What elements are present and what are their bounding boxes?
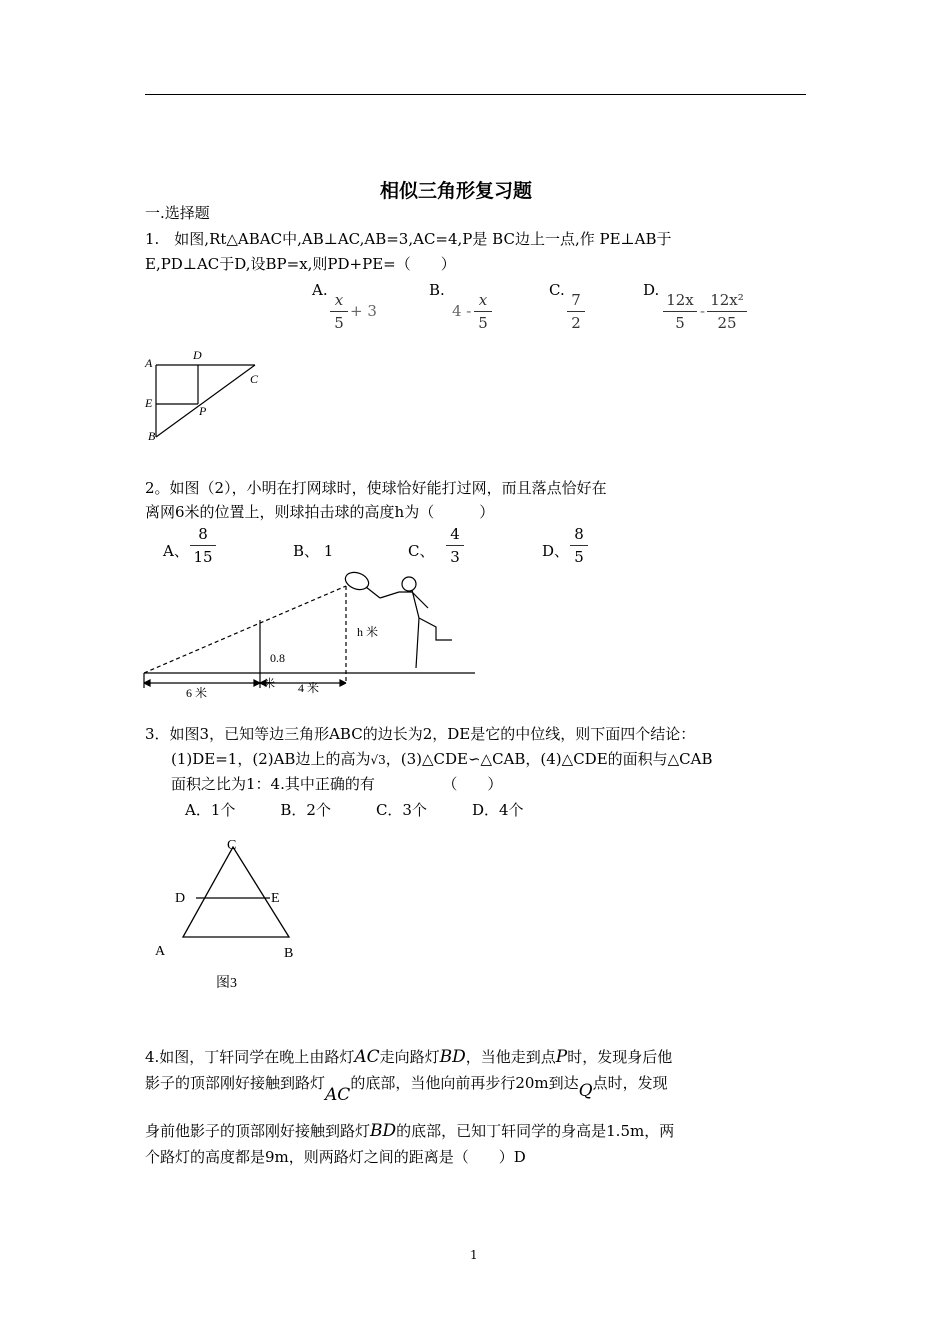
fig3-label-e: E bbox=[271, 891, 280, 906]
frac-den: 5 bbox=[334, 314, 344, 332]
q4-text: 的底部，当他向前再步行20m到达 bbox=[350, 1074, 579, 1092]
q4-text: ，当他走到点 bbox=[465, 1048, 556, 1066]
q1-option-c-fraction bbox=[567, 291, 585, 332]
frac-num: 7 bbox=[571, 291, 581, 309]
q4-line4: 个路灯的高度都是9m，则两路灯之间的距离是（ ）D bbox=[145, 1148, 526, 1166]
fig1-label-a: A bbox=[145, 356, 153, 370]
q1-line1: 1. 如图,Rt△ABAC中,AB⊥AC,AB=3,AC=4,P是 BC边上一点,作 PE⊥AB于 bbox=[145, 230, 672, 248]
frac-den: 2 bbox=[571, 314, 581, 332]
q2-option-c-label: C、 bbox=[408, 542, 435, 560]
q2-line2: 离网6米的位置上，则球拍击球的高度h为（ ） bbox=[145, 503, 495, 521]
q3-options: A．1个 B．2个 C．3个 D．4个 bbox=[185, 801, 524, 819]
q4-text: 影子的顶部刚好接触到路灯 bbox=[145, 1074, 326, 1092]
q4-text: 的底部，已知丁轩同学的身高是1.5m，两 bbox=[396, 1122, 675, 1140]
fig1-label-p: P bbox=[199, 404, 207, 418]
section-heading: 一.选择题 bbox=[145, 204, 210, 222]
q1-option-a-tail: + 3 bbox=[350, 302, 377, 320]
var-ac: AC bbox=[354, 1047, 380, 1067]
var-bd: BD bbox=[370, 1121, 397, 1141]
q2-option-c-fraction bbox=[446, 525, 464, 566]
q3-figure bbox=[150, 830, 310, 995]
frac-den: 25 bbox=[717, 314, 737, 332]
frac-den: 5 bbox=[478, 314, 488, 332]
var-bd: BD bbox=[439, 1047, 466, 1067]
frac-num: x bbox=[334, 291, 344, 309]
q2-option-d-fraction bbox=[570, 525, 588, 566]
q3-line2 bbox=[171, 748, 713, 769]
fig2-label-6m: 6 米 bbox=[186, 686, 208, 700]
q4-text: 4.如图，丁轩同学在晚上由路灯 bbox=[145, 1048, 355, 1066]
frac-den: 5 bbox=[574, 548, 584, 566]
frac-num: 12x² bbox=[710, 291, 744, 309]
q3-line2-a: (1)DE=1，(2)AB边上的高为 bbox=[171, 750, 371, 768]
q2-option-a-fraction bbox=[190, 525, 216, 566]
q2-option-d-label: D、 bbox=[542, 542, 570, 560]
q2-option-a-label: A、 bbox=[163, 542, 189, 560]
fig1-label-b: B bbox=[148, 429, 156, 443]
sqrt-three: √3 bbox=[370, 753, 386, 767]
q3-line1: 3．如图3，已知等边三角形ABC的边长为2，DE是它的中位线，则下面四个结论： bbox=[145, 725, 696, 743]
q1-option-a-fraction bbox=[330, 291, 348, 332]
q1-option-b-fraction bbox=[474, 291, 492, 332]
q4-text: 时，发现身后他 bbox=[567, 1048, 673, 1066]
fig3-label-b: B bbox=[284, 946, 294, 961]
q1-figure bbox=[140, 345, 270, 445]
fig3-caption: 图3 bbox=[216, 976, 237, 991]
frac-num: x bbox=[478, 291, 488, 309]
page-title: 相似三角形复习题 bbox=[380, 180, 533, 202]
frac-den: 3 bbox=[450, 548, 460, 566]
frac-num: 4 bbox=[450, 525, 460, 543]
frac-num: 8 bbox=[198, 525, 208, 543]
fig3-label-a: A bbox=[155, 944, 166, 959]
fig2-label-mi: 米 bbox=[264, 678, 275, 690]
fig1-label-d: D bbox=[193, 348, 202, 362]
q4-text: 身前他影子的顶部刚好接触到路灯 bbox=[145, 1122, 371, 1140]
q3-line3: 面积之比为1：4.其中正确的有 （ ） bbox=[171, 775, 503, 793]
frac-num: 8 bbox=[574, 525, 584, 543]
q1-option-b-head: 4 - bbox=[452, 302, 472, 320]
var-ac: AC bbox=[325, 1085, 351, 1105]
q4-text: 走向路灯 bbox=[379, 1048, 440, 1066]
q1-option-b-label: B. bbox=[429, 281, 445, 299]
q1-option-c-label: C. bbox=[549, 281, 565, 299]
frac-num: 12x bbox=[666, 291, 694, 309]
q1-option-d-minus: - bbox=[700, 302, 706, 320]
q1-line2: E,PD⊥AC于D,设BP=x,则PD+PE=（ ） bbox=[145, 255, 456, 273]
q2-line1: 2。如图（2），小明在打网球时，使球恰好能打过网，而且落点恰好在 bbox=[145, 479, 607, 497]
page-number: 1 bbox=[470, 1248, 478, 1262]
fig2-label-4m: 4 米 bbox=[298, 681, 320, 695]
q4-line3 bbox=[145, 1120, 674, 1141]
q4-text: 点时，发现 bbox=[592, 1074, 668, 1092]
fig2-label-net: 0.8 bbox=[270, 651, 285, 665]
q2-option-b: B、 1 bbox=[293, 542, 334, 560]
q1-option-a-label: A. bbox=[312, 281, 328, 299]
q1-option-d-fraction1 bbox=[663, 291, 697, 332]
var-p: P bbox=[555, 1047, 568, 1067]
frac-den: 5 bbox=[675, 314, 685, 332]
q2-figure bbox=[140, 570, 480, 705]
fig3-label-d: D bbox=[175, 891, 186, 906]
q4-line1 bbox=[145, 1046, 672, 1067]
q4-line2 bbox=[145, 1072, 668, 1105]
var-q: Q bbox=[578, 1081, 593, 1101]
frac-den: 15 bbox=[193, 548, 213, 566]
q1-option-d-fraction2 bbox=[707, 291, 747, 332]
header-rule bbox=[145, 94, 806, 95]
fig2-label-h: h 米 bbox=[357, 625, 379, 639]
fig1-label-e: E bbox=[145, 396, 153, 410]
fig3-label-c: C bbox=[227, 838, 237, 853]
q3-line2-b: ，(3)△CDE∽△CAB，(4)△CDE的面积与△CAB bbox=[385, 750, 713, 768]
fig1-label-c: C bbox=[250, 372, 259, 386]
q1-option-d-label: D. bbox=[643, 281, 660, 299]
